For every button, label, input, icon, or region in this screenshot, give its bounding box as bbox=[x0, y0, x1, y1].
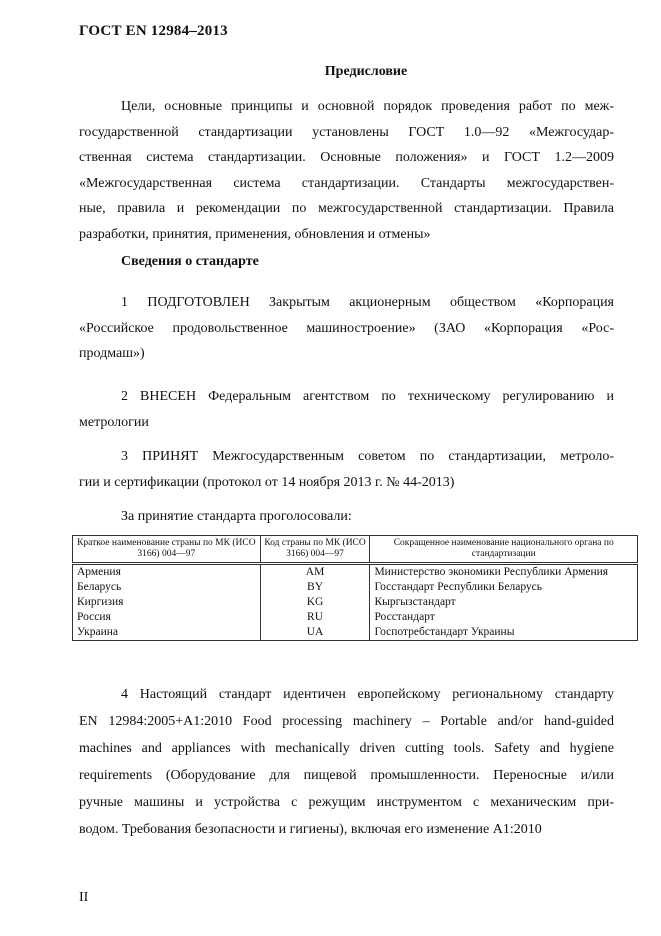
page-number: II bbox=[79, 890, 89, 905]
table-row bbox=[73, 610, 638, 625]
text-line: метрологии bbox=[79, 414, 149, 430]
text-line: продмаш») bbox=[79, 346, 145, 361]
body-cell: Росстандарт bbox=[370, 610, 638, 625]
text-line: 3 ПРИНЯТ Межгосударственным советом по стандартизации, метроло- bbox=[121, 449, 614, 464]
country-cell: Украина bbox=[73, 625, 261, 641]
table-header-row bbox=[73, 536, 638, 564]
item-2-paragraph bbox=[79, 384, 614, 435]
item-3-paragraph bbox=[79, 444, 614, 495]
section-title: Предисловие bbox=[324, 64, 408, 79]
header-body: Сокращенное наименование национального органа по стандартизации bbox=[370, 536, 638, 564]
text-line: EN 12984:2005+A1:2010 Food processing machinery – Portable and/or hand-guided bbox=[79, 714, 614, 729]
table-row bbox=[73, 625, 638, 641]
item-4-paragraph bbox=[79, 681, 614, 843]
item-1-paragraph bbox=[79, 290, 614, 367]
text-line: «Межгосударственная система стандартизации. Стандарты межгосударствен- bbox=[79, 175, 614, 191]
text-line: ные, правила и рекомендации по межгосударственной стандартизации. Правила bbox=[79, 201, 614, 216]
table-row bbox=[73, 595, 638, 610]
header-country: Краткое наименование страны по МК (ИСО 3166) 004—97 bbox=[73, 536, 261, 564]
code-cell: AM bbox=[260, 564, 370, 581]
table-row bbox=[73, 564, 638, 581]
code-cell: UA bbox=[260, 625, 370, 641]
country-cell: Беларусь bbox=[73, 580, 261, 595]
code-cell: RU bbox=[260, 610, 370, 625]
country-cell: Россия bbox=[73, 610, 261, 625]
country-cell: Армения bbox=[73, 564, 261, 581]
text-line: ручные машины и устройства с режущим инструментом с механическим при- bbox=[79, 795, 614, 810]
text-line: 1 ПОДГОТОВЛЕН Закрытым акционерным обществом «Корпорация bbox=[121, 295, 614, 310]
body-cell: Кыргызстандарт bbox=[370, 595, 638, 610]
text-line: водом. Требования безопасности и гигиены), включая его изменение A1:2010 bbox=[79, 822, 542, 837]
text-line: «Российское продовольственное машиностроение» (ЗАО «Корпорация «Рос- bbox=[79, 320, 614, 336]
document-header: ГОСТ EN 12984–2013 bbox=[79, 23, 228, 39]
country-cell: Киргизия bbox=[73, 595, 261, 610]
text-line: machines and appliances with mechanically driven cutting tools. Safety and hygiene bbox=[79, 741, 614, 756]
text-line: ственная система стандартизации. Основные положения» и ГОСТ 1.2—2009 bbox=[79, 150, 614, 165]
code-cell: KG bbox=[260, 595, 370, 610]
vote-caption: За принятие стандарта проголосовали: bbox=[121, 509, 352, 524]
text-line: requirements (Оборудование для пищевой промышленности. Переносные и/или bbox=[79, 768, 614, 783]
text-line: Цели, основные принципы и основной порядок проведения работ по меж- bbox=[121, 99, 614, 114]
preface-paragraph bbox=[79, 94, 614, 247]
header-code: Код страны по МК (ИСО 3166) 004—97 bbox=[260, 536, 370, 564]
subheading: Сведения о стандарте bbox=[121, 254, 259, 269]
voting-table bbox=[72, 535, 638, 641]
body-cell: Министерство экономики Республики Армения bbox=[370, 564, 638, 581]
text-line: 4 Настоящий стандарт идентичен европейскому региональному стандарту bbox=[121, 687, 614, 702]
table-row bbox=[73, 580, 638, 595]
text-line: разработки, принятия, применения, обновления и отмены» bbox=[79, 226, 431, 242]
text-line: 2 ВНЕСЕН Федеральным агентством по техническому регулированию и bbox=[121, 389, 614, 404]
text-line: государственной стандартизации установлены ГОСТ 1.0—92 «Межгосудар- bbox=[79, 124, 614, 140]
body-cell: Госпотребстандарт Украины bbox=[370, 625, 638, 641]
body-cell: Госстандарт Республики Беларусь bbox=[370, 580, 638, 595]
code-cell: BY bbox=[260, 580, 370, 595]
text-line: гии и сертификации (протокол от 14 ноября 2013 г. № 44-2013) bbox=[79, 474, 455, 490]
